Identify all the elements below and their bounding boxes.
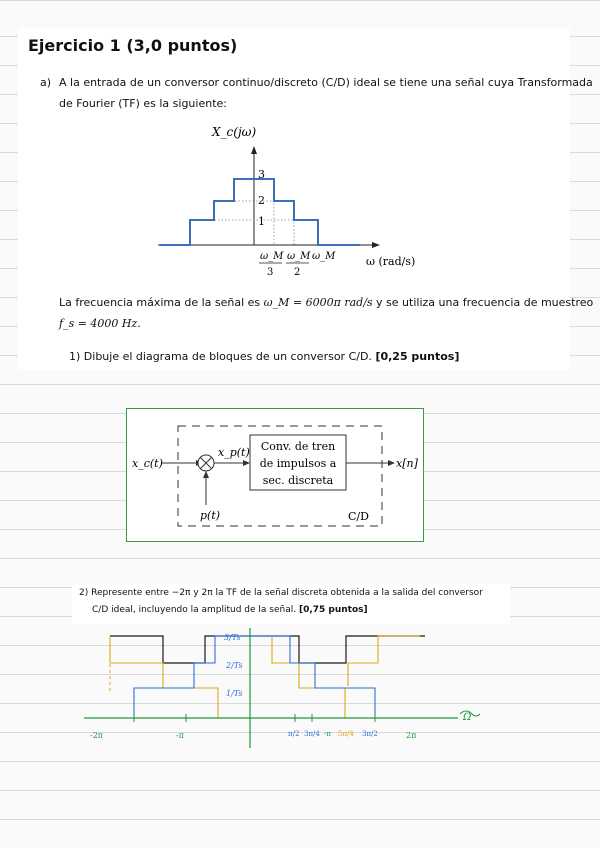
level-3-ts: 3/Ts: [224, 633, 241, 642]
statement-pre: La frecuencia máxima de la señal es: [59, 296, 261, 309]
block-diagram: [126, 408, 424, 542]
x-label-neg-pi-2: -π: [324, 730, 331, 738]
x-label-neg-pi: -π: [176, 731, 184, 740]
q2-points: [0,75 puntos]: [298, 605, 368, 615]
statement-post: y se utiliza una frecuencia de muestreo: [376, 296, 594, 309]
q2-line2: [92, 605, 368, 615]
omega-axis-label: Ω: [463, 712, 472, 723]
level-3-label: 3: [258, 168, 265, 181]
q2-text-line2: C/D ideal, incluyendo la amplitud de la señal.: [92, 605, 297, 615]
x-label-pi-2: π/2: [288, 730, 300, 738]
part-a-line2: de Fourier (TF) es la siguiente:: [59, 97, 227, 110]
level-2-ts: 2/Ts: [226, 661, 243, 670]
statement-line1: [59, 292, 593, 314]
x-label-3pi-4: 3π/4: [304, 730, 320, 738]
impulse-train-label: p(t): [200, 509, 221, 522]
q1-marker: 1): [69, 350, 81, 363]
exercise-title: Ejercicio 1 (3,0 puntos): [28, 36, 238, 55]
spectrum-xlabel: ω (rad/s): [366, 255, 416, 268]
x-label-neg-2pi: -2π: [90, 731, 104, 740]
output-signal-label: x[n]: [396, 457, 418, 470]
handwritten-spectrum-plot: [0, 628, 600, 758]
tick-wm: ω_M: [312, 251, 336, 262]
box-line2: de impulsos a: [259, 457, 337, 470]
level-2-label: 2: [258, 194, 265, 207]
q2-line1: [79, 588, 483, 598]
q2-marker: 2): [79, 588, 89, 598]
part-a-line1: A la entrada de un conversor continuo/discreto (C/D) ideal se tiene una señal cuya Transformada: [59, 76, 593, 89]
cd-label: C/D: [348, 510, 369, 523]
part-a-marker: a): [40, 76, 52, 89]
orange-trace: [110, 636, 420, 718]
q1-text: Dibuje el diagrama de bloques de un conversor C/D.: [83, 350, 372, 363]
input-signal-label: x_c(t): [132, 457, 163, 470]
tick-wm3-den: 3: [267, 267, 274, 278]
blue-trace: [134, 636, 375, 718]
x-label-2pi: 2π: [406, 731, 417, 740]
tick-wm2-num: ω_M: [287, 251, 311, 262]
box-line3: sec. discreta: [262, 474, 334, 487]
wm-expression: ω_M = 6000π rad/s: [263, 296, 373, 309]
q1-points: [0,25 puntos]: [375, 350, 460, 363]
x-label-3pi-2: 3π/2: [362, 730, 378, 738]
q2-text-line1: Represente entre −2π y 2π la TF de la señal discreta obtenida a la salida del conversor: [91, 588, 483, 598]
box-line1: Conv. de tren: [260, 440, 336, 453]
fs-expression: f_s = 4000 Hz.: [59, 317, 141, 330]
x-label-5pi-4: 5π/4: [338, 730, 354, 738]
intermediate-signal-label: x_p(t): [218, 446, 250, 459]
spectrum-figure: [150, 122, 430, 282]
level-1-ts: 1/Ts: [226, 689, 243, 698]
spectrum-ylabel: X_c(jω): [212, 125, 257, 139]
tick-wm3-num: ω_M: [260, 251, 284, 262]
tick-wm2-den: 2: [294, 267, 301, 278]
question-1: [69, 346, 459, 368]
level-1-label: 1: [258, 215, 265, 228]
